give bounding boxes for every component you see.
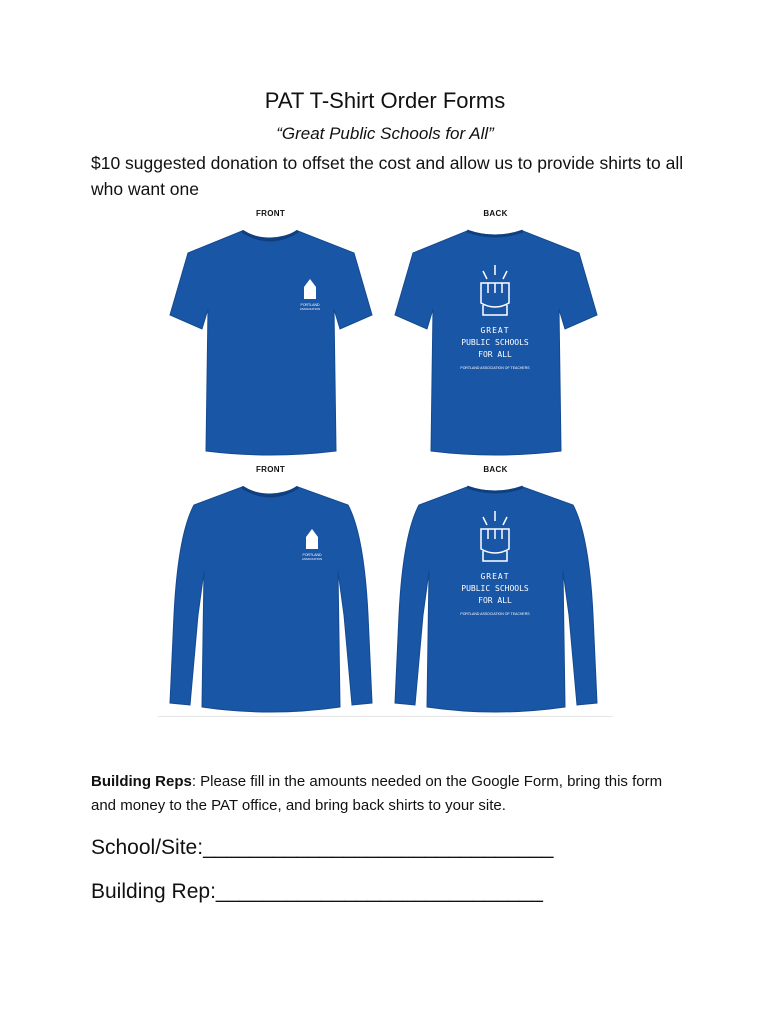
shirt-label: BACK: [483, 209, 508, 218]
building-rep-blank[interactable]: ____________________________: [215, 880, 543, 903]
svg-text:PUBLIC SCHOOLS: PUBLIC SCHOOLS: [461, 338, 529, 347]
svg-text:PORTLAND: PORTLAND: [302, 553, 322, 557]
donation-text: $10 suggested donation to offset the cost and allow us to provide shirts to all who want one: [91, 153, 684, 199]
back-text: GREAT: [480, 326, 510, 335]
svg-text:PORTLAND ASSOCIATION OF TEACHE: PORTLAND ASSOCIATION OF TEACHERS: [460, 612, 530, 616]
shirt-label: FRONT: [255, 209, 286, 218]
shirt-short-front: [158, 205, 383, 461]
svg-text:FOR ALL: FOR ALL: [478, 350, 512, 359]
svg-text:FOR ALL: FOR ALL: [478, 596, 512, 605]
logo-text: PORTLAND: [300, 303, 320, 307]
shirt-short-back: [383, 205, 608, 461]
shirt-long-back: [383, 461, 608, 717]
svg-text:PUBLIC SCHOOLS: PUBLIC SCHOOLS: [461, 584, 529, 593]
school-site-label: School/Site:: [91, 836, 204, 859]
shirt-label: BACK: [483, 465, 508, 474]
building-rep-field[interactable]: [91, 880, 543, 904]
longsleeve-back-icon: [383, 475, 608, 715]
shirt-long-front: [158, 461, 383, 717]
svg-text:ASSOCIATION: ASSOCIATION: [301, 557, 323, 561]
page-title: PAT T-Shirt Order Forms: [264, 88, 506, 113]
page-subtitle: “Great Public Schools for All”: [276, 124, 494, 143]
shirts-image: [158, 205, 613, 717]
instructions-paragraph: [91, 770, 691, 818]
tshirt-front-icon: [158, 219, 383, 459]
instructions-text: : Please fill in the amounts needed on the Google Form, bring this form and money to the PAT office, and bring back shirts to your site.: [91, 773, 663, 814]
svg-text:PORTLAND ASSOCIATION OF TEACHE: PORTLAND ASSOCIATION OF TEACHERS: [460, 366, 530, 370]
svg-text:ASSOCIATION: ASSOCIATION: [299, 307, 321, 311]
longsleeve-front-icon: [158, 475, 383, 715]
school-site-blank[interactable]: ______________________________: [203, 836, 554, 859]
school-site-field[interactable]: [91, 836, 553, 860]
shirt-label: FRONT: [255, 465, 286, 474]
svg-text:GREAT: GREAT: [480, 572, 510, 581]
tshirt-back-icon: [383, 219, 608, 459]
building-rep-label: Building Rep:: [91, 880, 216, 903]
instructions-lead: Building Reps: [91, 773, 192, 790]
